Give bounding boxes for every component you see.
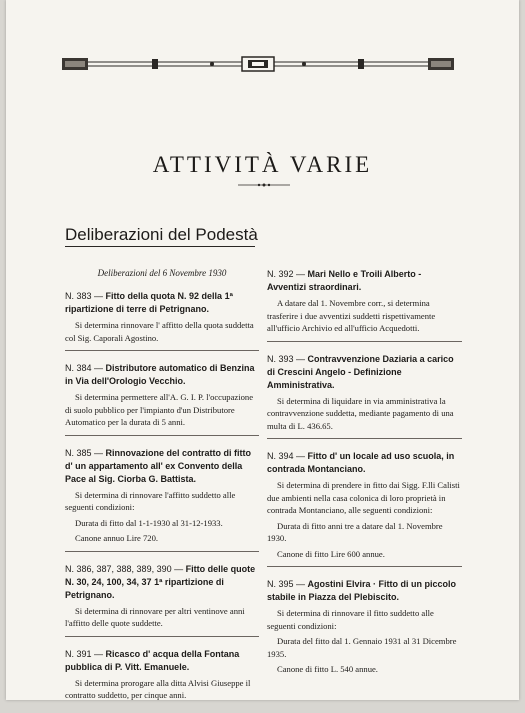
- entry-text: Si determina di prendere in fitto dai Sigg. F.lli Calisti due ambienti nella casa colonica di loro proprietà in contrada Montanciano, alle seguenti condizioni:: [267, 480, 460, 515]
- deliberation-entry: [65, 362, 259, 436]
- deliberation-entry: [65, 648, 259, 702]
- entry-number: N. 394 —: [267, 451, 306, 461]
- page-title: ATTIVITÀ VARIE: [152, 152, 373, 177]
- deliberation-entry: [65, 563, 259, 637]
- entry-text: Canone annuo Lire 720.: [75, 533, 159, 543]
- entry-divider: [65, 350, 259, 351]
- entry-subject: Contravvenzione Daziaria a carico di Crescini Angelo - Definizione Amministrativa.: [267, 353, 454, 390]
- section-heading: Deliberazioni del Podestà: [65, 225, 258, 244]
- deliberation-entry: [267, 353, 462, 440]
- entry-text: Si determina di rinnovare l'affitto suddetto alle seguenti condizioni:: [65, 489, 236, 512]
- entry-divider: [65, 435, 259, 436]
- entry-divider: [65, 636, 259, 637]
- entry-number: N. 383 —: [65, 291, 104, 301]
- entry-text: A datare dal 1. Novembre corr., si determina trasferire i due avventizi suddetti rispettivamente all'ufficio Archivio ed all'ufficio Acquedotti.: [267, 298, 436, 333]
- entry-subject: Agostini Elvira · Fitto di un piccolo stabile in Piazza del Plebiscito.: [267, 579, 457, 602]
- entry-text: Si determina permettere all'A. G. I. P. l'occupazione di suolo pubblico per l'impianto d'un Distributore Automatico per la durata di 5 anni.: [65, 392, 254, 427]
- right-column: [267, 268, 462, 687]
- entry-number: N. 385 —: [65, 447, 104, 458]
- document-page: [6, 0, 519, 700]
- entry-number: N. 393 —: [267, 353, 306, 364]
- entry-text: Durata del fitto dal 1. Gennaio 1931 al 31 Dicembre 1935.: [267, 636, 457, 659]
- entry-subject: Ricasco d' acqua della Fontana pubblica di P. Vitt. Emanuele.: [65, 648, 240, 672]
- title-ornament-rule: [238, 182, 290, 188]
- deliberation-entry: [65, 290, 259, 351]
- entry-text: Si determina rinnovare l' affitto della quota suddetta col Sig. Caporali Agostino.: [65, 320, 254, 343]
- entry-subject: Fitto delle quote N. 30, 24, 100, 34, 37 1ª ripartizione di Petrignano.: [65, 563, 256, 600]
- entry-text: Durata di fitto dal 1-1-1930 al 31-12-1933.: [75, 517, 223, 528]
- left-column: [65, 268, 259, 713]
- dateline: Deliberazioni del 6 Novembre 1930: [97, 268, 227, 278]
- entry-subject: Fitto d' un locale ad uso scuola, in contrada Montanciano.: [267, 451, 455, 474]
- section-underline: [65, 246, 255, 247]
- entry-subject: Distributore automatico di Benzina in Via dell'Orologio Vecchio.: [65, 363, 255, 386]
- entry-text: Si determina di rinnovare il fitto suddetto alle seguenti condizioni:: [267, 608, 434, 631]
- entry-text: Si determina prorogare alla ditta Alvisi Giuseppe il contratto suddetto, per cinque anni.: [65, 677, 251, 700]
- deliberation-entry: [267, 450, 462, 567]
- entry-divider: [267, 438, 462, 439]
- decorative-header-ornament: [62, 55, 454, 73]
- entry-text: Canone di fitto L. 540 annue.: [277, 664, 378, 674]
- entry-subject: Fitto della quota N. 92 della 1ª ripartizione di terre di Petrignano.: [65, 291, 233, 314]
- entry-subject: Rinnovazione del contratto di fitto d' un appartamento all' ex Convento della Pace al Sig. Ciorba G. Battista.: [65, 447, 252, 484]
- entry-number: N. 384 —: [65, 363, 104, 373]
- entry-divider: [267, 566, 462, 567]
- entry-text: Si determina di liquidare in via amministrativa la contravvenzione suddetta, mediante pagamento di una multa di L. 436.65.: [267, 395, 454, 431]
- entry-number: N. 395 —: [267, 579, 306, 589]
- entry-text: Canone di fitto Lire 600 annue.: [277, 548, 385, 559]
- entry-number: N. 386, 387, 388, 389, 390 —: [65, 563, 184, 574]
- deliberation-entry: [267, 578, 462, 676]
- entry-number: N. 392 —: [267, 269, 306, 279]
- entry-text: Durata di fitto anni tre a datare dal 1. Novembre 1930.: [267, 520, 443, 543]
- deliberation-entry: [267, 268, 462, 342]
- entry-number: N. 391 —: [65, 648, 104, 659]
- entry-subject: Mari Nello e Troili Alberto - Avventizi straordinari.: [267, 269, 422, 292]
- deliberation-entry: [65, 447, 259, 552]
- entry-divider: [267, 341, 462, 342]
- entry-divider: [65, 551, 259, 552]
- entry-text: Si determina di rinnovare per altri ventinove anni l'affitto delle quote suddette.: [65, 605, 245, 628]
